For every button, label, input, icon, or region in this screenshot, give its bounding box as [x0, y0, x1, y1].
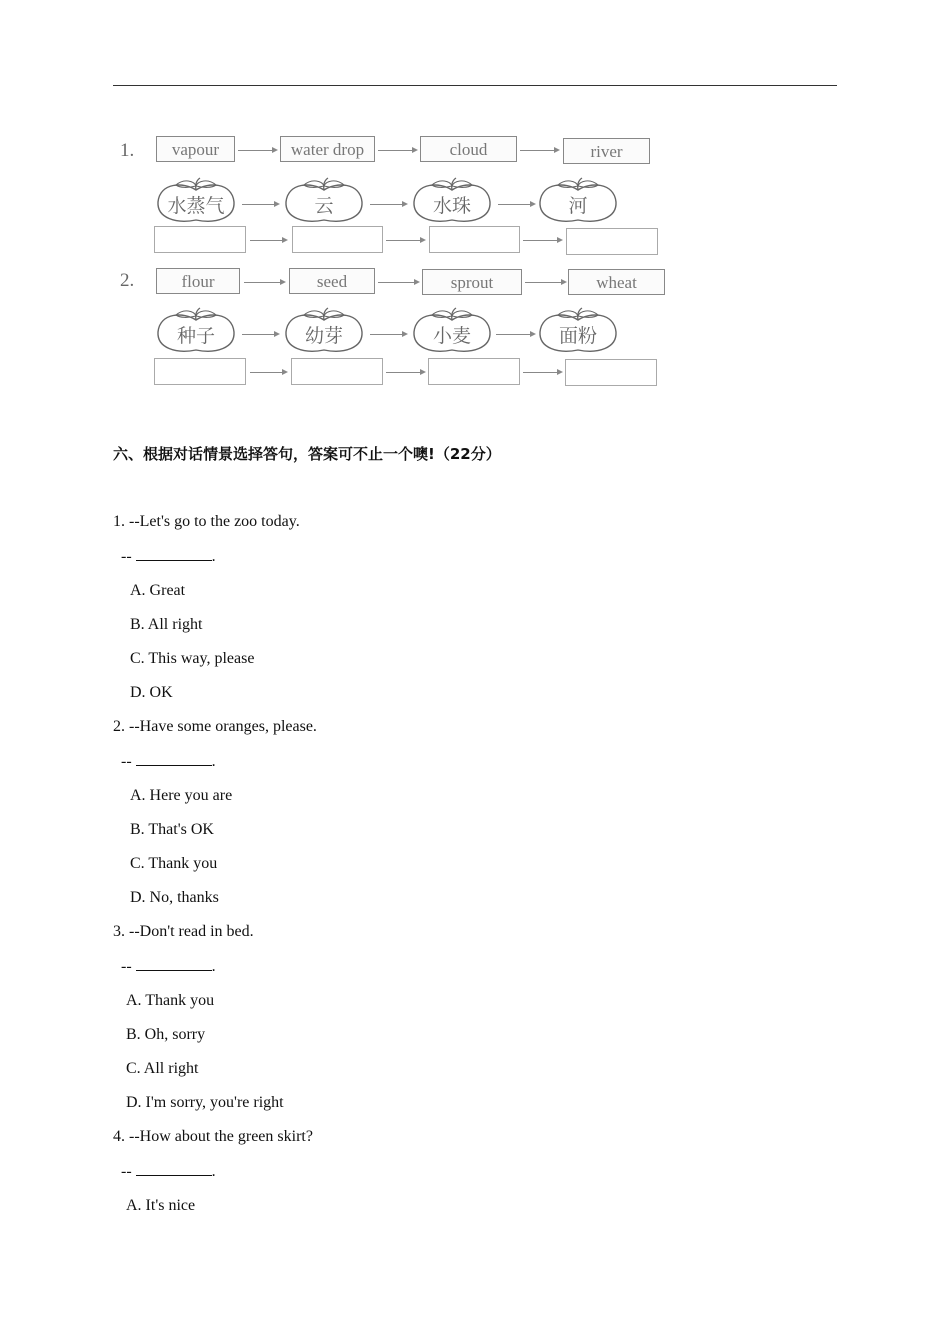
option: D. OK — [130, 684, 173, 701]
option: C. This way, please — [130, 650, 255, 667]
answer-box — [154, 358, 246, 385]
answer-blank[interactable] — [136, 752, 212, 766]
apple-label: 种子 — [176, 325, 215, 347]
option: D. No, thanks — [130, 889, 219, 906]
answer-box — [429, 226, 520, 253]
arrow-icon — [496, 334, 534, 335]
apple-label: 幼芽 — [304, 325, 343, 347]
answer-blank[interactable] — [136, 957, 212, 971]
answer-box — [291, 358, 383, 385]
response-suffix: . — [211, 1163, 216, 1180]
header-rule — [113, 85, 837, 86]
answer-box — [565, 359, 657, 386]
answer-box — [154, 226, 246, 253]
apple-label: 小麦 — [432, 325, 471, 347]
question-prompt: 1. --Let's go to the zoo today. — [113, 513, 300, 530]
word-box: seed — [289, 268, 375, 294]
arrow-icon — [242, 204, 278, 205]
arrow-icon — [525, 282, 565, 283]
answer-box — [566, 228, 658, 255]
arrow-icon — [370, 334, 406, 335]
section-title: 六、根据对话情景选择答句，答案可不止一个噢!（22分） — [113, 445, 501, 463]
response-line — [121, 1162, 216, 1182]
apple-icon — [536, 176, 620, 226]
arrow-icon — [242, 334, 278, 335]
response-prefix: -- — [121, 958, 132, 975]
apple-label: 面粉 — [558, 325, 597, 347]
question-prompt: 4. --How about the green skirt? — [113, 1128, 313, 1145]
response-line — [121, 957, 216, 977]
word-box: water drop — [280, 136, 375, 162]
exercise-number: 1. — [120, 140, 135, 161]
response-line — [121, 752, 216, 772]
question-prompt: 2. --Have some oranges, please. — [113, 718, 317, 735]
response-prefix: -- — [121, 548, 132, 565]
answer-box — [292, 226, 383, 253]
response-suffix: . — [211, 548, 216, 565]
option: B. That's OK — [130, 821, 214, 838]
arrow-icon — [498, 204, 534, 205]
exercise-number: 2. — [120, 270, 135, 291]
response-line — [121, 547, 216, 567]
apple-label: 云 — [314, 195, 334, 217]
arrow-icon — [250, 240, 286, 241]
option: D. I'm sorry, you're right — [126, 1094, 284, 1111]
arrow-icon — [523, 240, 561, 241]
apple-icon — [154, 176, 238, 226]
arrow-icon — [250, 372, 286, 373]
word-box: cloud — [420, 136, 517, 162]
answer-blank[interactable] — [136, 547, 212, 561]
response-prefix: -- — [121, 753, 132, 770]
apple-icon — [410, 306, 494, 356]
option: A. It's nice — [126, 1197, 196, 1214]
word-box: wheat — [568, 269, 665, 295]
option: B. All right — [130, 616, 203, 633]
arrow-icon — [244, 282, 284, 283]
apple-label: 水蒸气 — [167, 195, 225, 217]
question-prompt: 3. --Don't read in bed. — [113, 923, 254, 940]
option: A. Great — [130, 582, 186, 599]
apple-icon — [282, 176, 366, 226]
option: C. All right — [126, 1060, 199, 1077]
option: A. Here you are — [130, 787, 233, 804]
answer-blank[interactable] — [136, 1162, 212, 1176]
response-suffix: . — [211, 753, 216, 770]
word-box: sprout — [422, 269, 522, 295]
word-box: flour — [156, 268, 240, 294]
apple-label: 水珠 — [432, 195, 471, 217]
answer-box — [428, 358, 520, 385]
apple-label: 河 — [568, 195, 588, 217]
response-suffix: . — [211, 958, 216, 975]
word-box: vapour — [156, 136, 235, 162]
word-box: river — [563, 138, 650, 164]
apple-icon — [282, 306, 366, 356]
arrow-icon — [378, 150, 416, 151]
apple-icon — [154, 306, 238, 356]
arrow-icon — [378, 282, 418, 283]
arrow-icon — [386, 240, 424, 241]
option: A. Thank you — [126, 992, 215, 1009]
arrow-icon — [238, 150, 276, 151]
response-prefix: -- — [121, 1163, 132, 1180]
option: C. Thank you — [130, 855, 218, 872]
option: B. Oh, sorry — [126, 1026, 206, 1043]
arrow-icon — [520, 150, 558, 151]
arrow-icon — [386, 372, 424, 373]
arrow-icon — [523, 372, 561, 373]
apple-icon — [536, 306, 620, 356]
arrow-icon — [370, 204, 406, 205]
apple-icon — [410, 176, 494, 226]
